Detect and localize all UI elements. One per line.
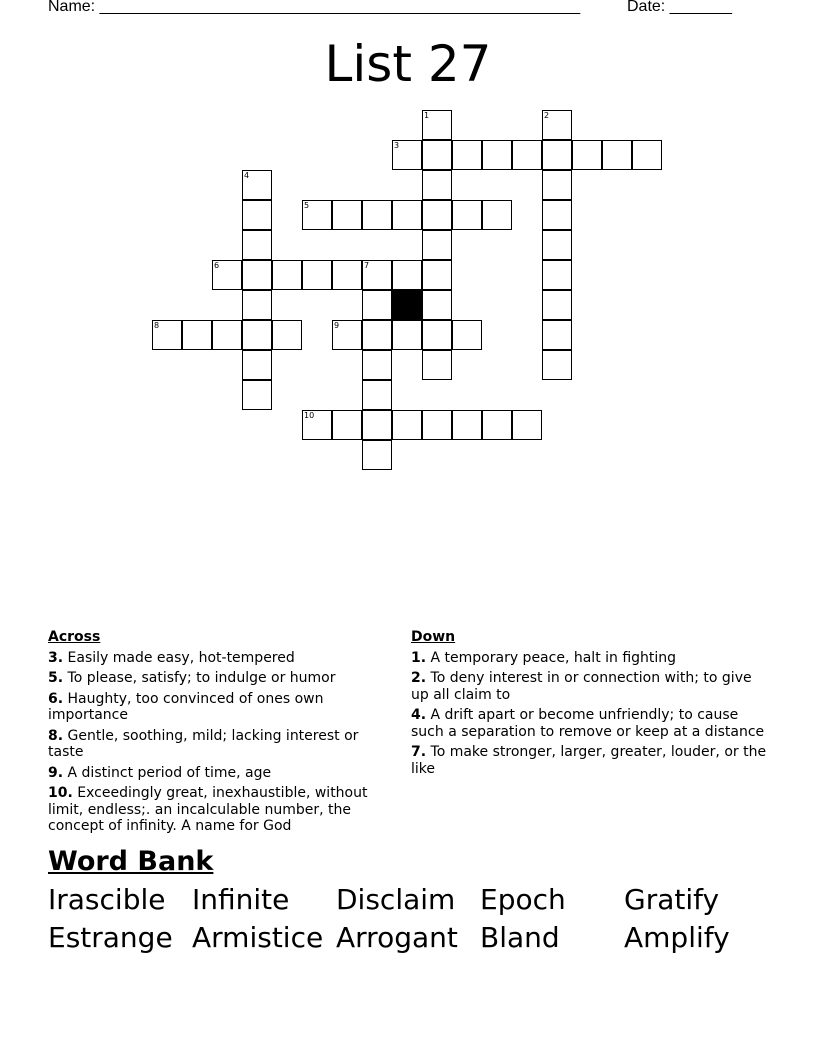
grid-cell[interactable] [422,200,452,230]
grid-cell[interactable] [302,260,332,290]
cell-number: 3 [394,141,400,150]
grid-cell[interactable] [362,200,392,230]
grid-cell[interactable] [332,320,362,350]
grid-cell[interactable] [602,140,632,170]
across-heading: Across [48,629,101,645]
grid-cell[interactable] [392,410,422,440]
clue-down-1: 1. A temporary peace, halt in fighting [411,649,677,666]
word-bank-item: Irascible [48,883,166,916]
grid-cell[interactable] [452,200,482,230]
grid-cell[interactable] [242,230,272,260]
grid-cell[interactable] [482,410,512,440]
grid-cell[interactable] [422,230,452,260]
grid-cell[interactable] [422,350,452,380]
word-bank-item: Epoch [480,883,566,916]
grid-cell[interactable] [452,410,482,440]
grid-cell[interactable] [272,320,302,350]
grid-cell[interactable] [542,140,572,170]
grid-cell[interactable] [362,380,392,410]
grid-cell[interactable] [452,320,482,350]
grid-cell[interactable] [242,290,272,320]
grid-cell[interactable] [182,320,212,350]
word-bank-item: Infinite [192,883,290,916]
grid-cell[interactable] [422,170,452,200]
grid-cell[interactable] [392,140,422,170]
black-cell [392,290,422,320]
grid-cell[interactable] [272,260,302,290]
cell-number: 1 [424,111,430,120]
clue-down-7: 7. To make stronger, larger, greater, louder, or the like [411,744,767,777]
clue-across-9: 9. A distinct period of time, age [48,764,272,781]
grid-cell[interactable] [212,260,242,290]
grid-cell[interactable] [332,200,362,230]
grid-cell[interactable] [362,410,392,440]
grid-cell[interactable] [632,140,662,170]
grid-cell[interactable] [362,350,392,380]
cell-number: 8 [154,321,160,330]
cell-number: 6 [214,261,220,270]
grid-cell[interactable] [542,320,572,350]
grid-cell[interactable] [422,290,452,320]
down-heading: Down [411,629,456,645]
crossword-grid [0,0,816,520]
clue-down-4: 4. A drift apart or become unfriendly; to cause such a separation to remove or keep at a distance [411,707,765,740]
name-line: Name: ______________________________________________________ [48,0,581,15]
grid-cell[interactable] [542,260,572,290]
clue-across-10: 10. Exceedingly great, inexhaustible, without limit, endless;. an incalculable number, the concept of infinity. A name for God [48,785,368,834]
grid-cell[interactable] [452,140,482,170]
grid-cell[interactable] [512,140,542,170]
grid-cell[interactable] [542,200,572,230]
grid-cell[interactable] [332,410,362,440]
word-bank-item: Arrogant [336,921,458,954]
grid-cell[interactable] [242,380,272,410]
grid-cell[interactable] [392,260,422,290]
grid-cell[interactable] [362,290,392,320]
grid-cell[interactable] [422,320,452,350]
clue-across-6: 6. Haughty, too convinced of ones own importance [48,690,324,723]
grid-cell[interactable] [302,410,332,440]
cell-number: 7 [364,261,370,270]
cell-number: 2 [544,111,550,120]
cell-number: 5 [304,201,310,210]
grid-cell[interactable] [572,140,602,170]
page-title: List 27 [324,35,492,93]
grid-cell[interactable] [362,440,392,470]
grid-cell[interactable] [362,260,392,290]
date-line: Date: _______ [627,0,732,15]
grid-cell[interactable] [302,200,332,230]
grid-cell[interactable] [542,350,572,380]
grid-cell[interactable] [542,110,572,140]
cell-number: 9 [334,321,340,330]
grid-cell[interactable] [422,260,452,290]
grid-cell[interactable] [242,170,272,200]
word-bank-item: Bland [480,921,560,954]
grid-cell[interactable] [332,260,362,290]
grid-cell[interactable] [482,140,512,170]
grid-cell[interactable] [242,260,272,290]
word-bank-item: Estrange [48,921,173,954]
grid-cell[interactable] [212,320,242,350]
grid-cell[interactable] [362,320,392,350]
word-bank-item: Disclaim [336,883,456,916]
grid-cell[interactable] [242,320,272,350]
grid-cell[interactable] [392,200,422,230]
grid-cell[interactable] [242,200,272,230]
grid-cell[interactable] [542,230,572,260]
grid-cell[interactable] [422,410,452,440]
clue-across-8: 8. Gentle, soothing, mild; lacking interest or taste [48,727,359,760]
grid-cell[interactable] [152,320,182,350]
clue-down-2: 2. To deny interest in or connection with; to give up all claim to [411,670,752,703]
grid-cell[interactable] [392,320,422,350]
cell-number: 10 [304,411,315,420]
grid-cell[interactable] [542,170,572,200]
down-clues [411,629,771,781]
word-bank-item: Gratify [624,883,720,916]
grid-cell[interactable] [512,410,542,440]
cell-number: 4 [244,171,250,180]
grid-cell[interactable] [482,200,512,230]
word-bank-title: Word Bank [48,846,214,877]
clue-across-5: 5. To please, satisfy; to indulge or humor [48,670,336,686]
word-bank-item: Amplify [624,921,730,954]
grid-cell[interactable] [422,110,452,140]
grid-cell[interactable] [422,140,452,170]
word-bank-item: Armistice [192,921,324,954]
grid-cell[interactable] [542,290,572,320]
grid-cell[interactable] [242,350,272,380]
clue-across-3: 3. Easily made easy, hot-tempered [48,649,295,666]
across-clues [48,629,396,839]
